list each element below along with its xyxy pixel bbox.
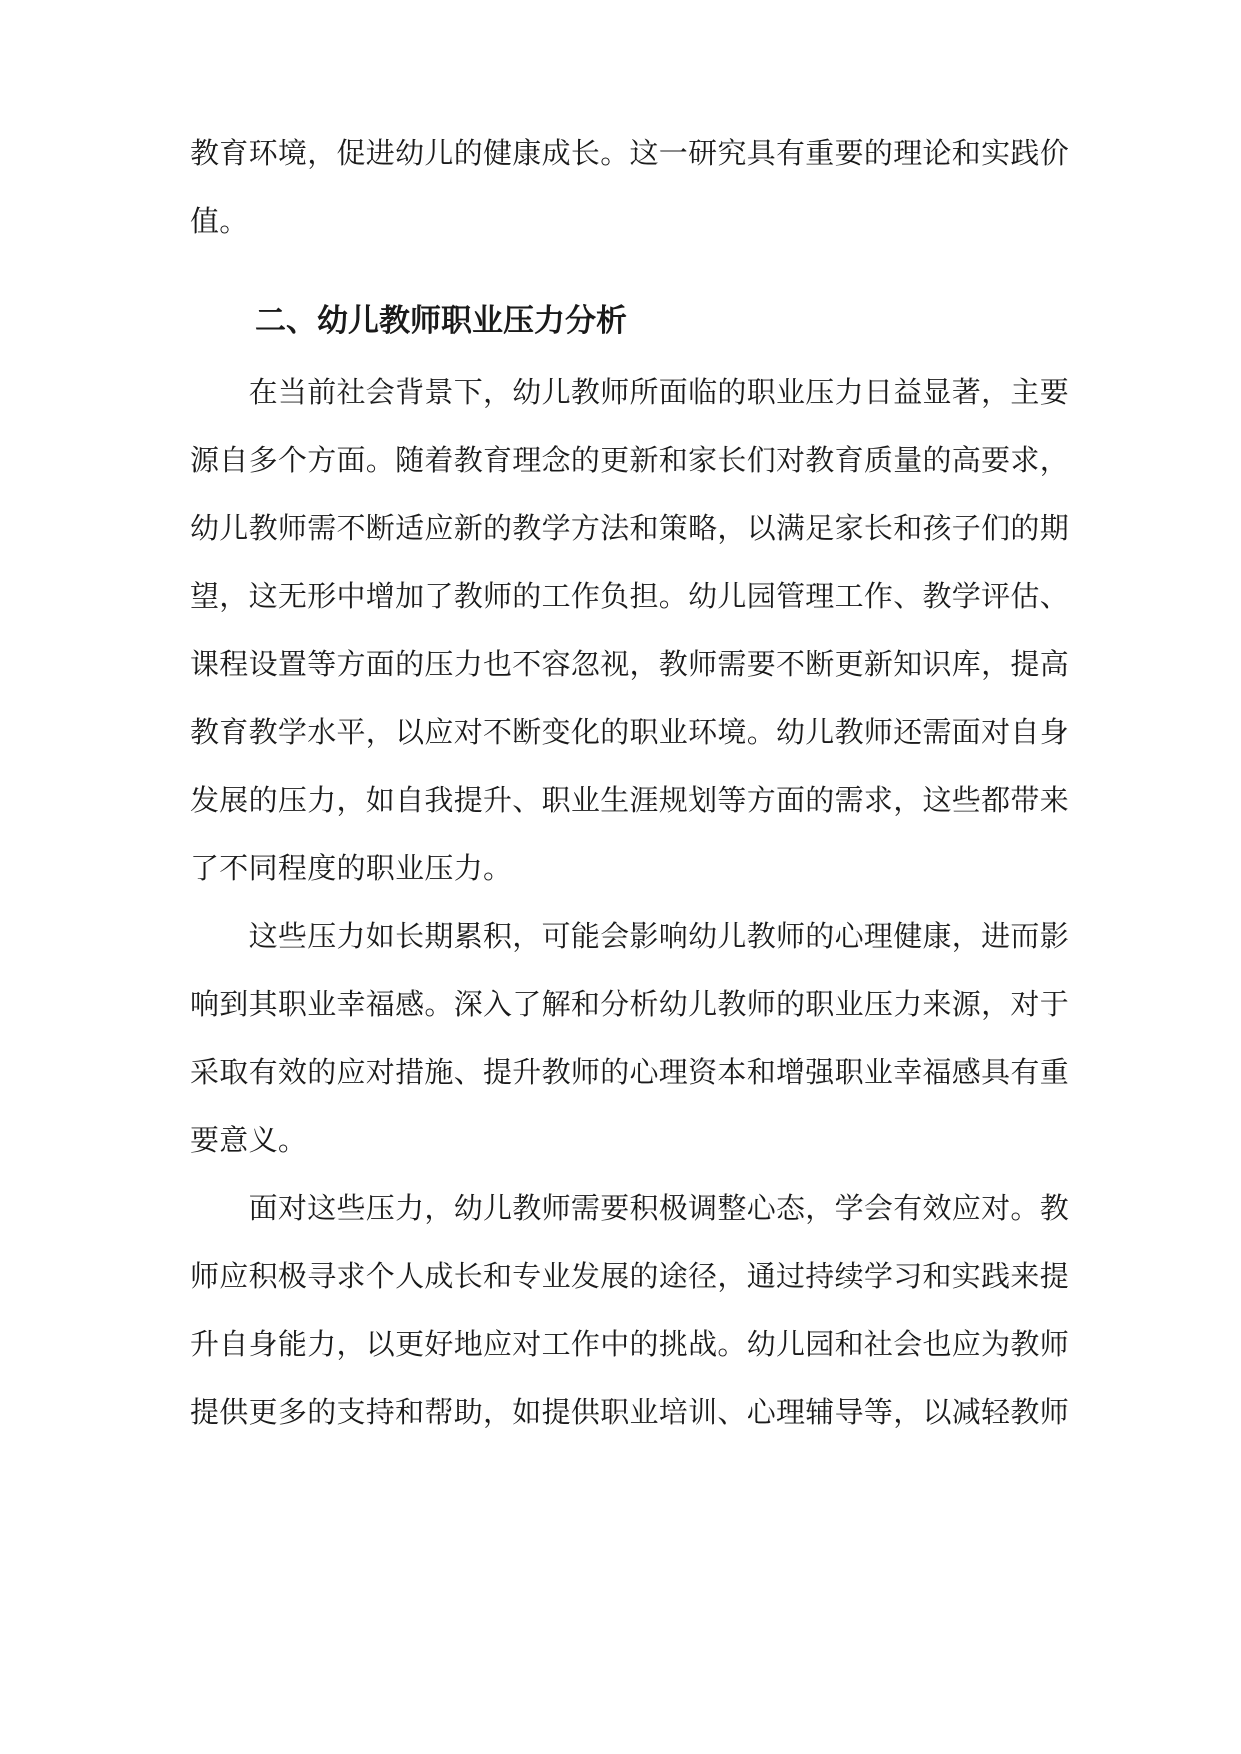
paragraph-3-line: 提供更多的支持和帮助，如提供职业培训、心理辅导等，以减轻教师 [190,1395,1070,1429]
paragraph-1-line: 课程设置等方面的压力也不容忽视，教师需要不断更新知识库，提高 [190,647,1070,681]
paragraph-1-line: 幼儿教师需不断适应新的教学方法和策略，以满足家长和孩子们的期 [190,511,1070,545]
paragraph-2-line: 采取有效的应对措施、提升教师的心理资本和增强职业幸福感具有重 [190,1055,1070,1089]
paragraph-1-line: 教育教学水平，以应对不断变化的职业环境。幼儿教师还需面对自身 [190,715,1070,749]
paragraph-3-line: 升自身能力，以更好地应对工作中的挑战。幼儿园和社会也应为教师 [190,1327,1070,1361]
paragraph-2-line: 响到其职业幸福感。深入了解和分析幼儿教师的职业压力来源，对于 [190,987,1070,1021]
paragraph-1-line: 源自多个方面。随着教育理念的更新和家长们对教育质量的高要求， [190,443,1070,477]
paragraph-1-line: 在当前社会背景下，幼儿教师所面临的职业压力日益显著，主要 [190,375,1070,409]
paragraph-3-line: 面对这些压力，幼儿教师需要积极调整心态，学会有效应对。教 [190,1191,1070,1225]
paragraph-1-line: 望，这无形中增加了教师的工作负担。幼儿园管理工作、教学评估、 [190,579,1070,613]
paragraph-1-line: 了不同程度的职业压力。 [190,851,513,885]
paragraph-2-line: 这些压力如长期累积，可能会影响幼儿教师的心理健康，进而影 [190,919,1070,953]
paragraph-2-line: 要意义。 [190,1123,308,1157]
paragraph-3-line: 师应积极寻求个人成长和专业发展的途径，通过持续学习和实践来提 [190,1259,1070,1293]
paragraph-1-line: 发展的压力，如自我提升、职业生涯规划等方面的需求，这些都带来 [190,783,1070,817]
section-heading: 二、幼儿教师职业压力分析 [255,303,627,339]
intro-line: 值。 [190,204,249,238]
intro-line: 教育环境，促进幼儿的健康成长。这一研究具有重要的理论和实践价 [190,136,1070,170]
